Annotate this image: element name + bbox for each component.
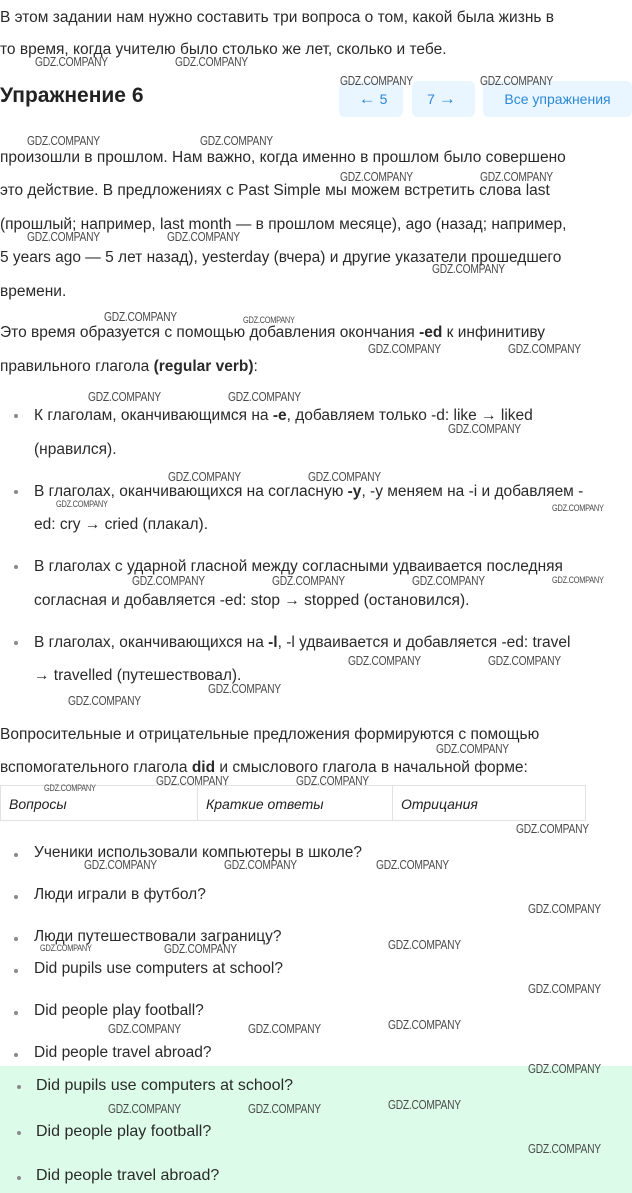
bullet-icon: [14, 490, 18, 494]
rule-item: В глаголах, оканчивающихся на -l, -l удваивается и добавляется -ed: travel: [34, 634, 571, 651]
table-header-short-answers: Краткие ответы: [197, 786, 392, 820]
theory-line: Это время образуется с помощью добавления окончания -ed к инфинитиву: [0, 324, 546, 341]
watermark: GDZ.COMPANY: [104, 310, 177, 324]
watermark: GDZ.COMPANY: [164, 942, 237, 956]
watermark: GDZ.COMPANY: [552, 503, 604, 513]
bullet-icon: [14, 565, 18, 569]
list-item: Did pupils use computers at school?: [34, 960, 283, 977]
watermark: GDZ.COMPANY: [27, 230, 100, 244]
answer-item: Did people travel abroad?: [36, 1167, 220, 1184]
watermark: GDZ.COMPANY: [480, 170, 553, 184]
watermark: GDZ.COMPANY: [40, 943, 92, 953]
bullet-icon: [17, 1085, 21, 1089]
theory-line: правильного глагола (regular verb):: [0, 358, 258, 375]
watermark: GDZ.COMPANY: [132, 574, 205, 588]
watermark: GDZ.COMPANY: [167, 230, 240, 244]
watermark: GDZ.COMPANY: [88, 390, 161, 404]
theory-line: 5 years ago — 5 лет назад), yesterday (вчера) и другие указатели прошедшего: [0, 249, 562, 266]
theory-line: (прошлый; например, last month — в прошлом месяце), ago (назад; например,: [0, 216, 567, 233]
watermark: GDZ.COMPANY: [175, 55, 248, 69]
rule-item: ed: cry → cried (плакал).: [34, 516, 209, 533]
all-exercises-label: Все упражнения: [504, 91, 611, 107]
watermark: GDZ.COMPANY: [224, 858, 297, 872]
watermark: GDZ.COMPANY: [528, 1142, 601, 1156]
watermark: GDZ.COMPANY: [228, 390, 301, 404]
watermark: GDZ.COMPANY: [348, 654, 421, 668]
watermark: GDZ.COMPANY: [436, 742, 509, 756]
theory-line: времени.: [0, 283, 67, 300]
arrow-right-icon: →: [438, 89, 456, 108]
bullet-icon: [17, 1131, 21, 1135]
watermark: GDZ.COMPANY: [432, 262, 505, 276]
list-item: Люди играли в футбол?: [34, 886, 206, 903]
watermark: GDZ.COMPANY: [84, 858, 157, 872]
watermark: GDZ.COMPANY: [340, 74, 413, 88]
watermark: GDZ.COMPANY: [243, 315, 295, 325]
bullet-icon: [14, 853, 18, 857]
rule-item: → travelled (путешествовал).: [34, 667, 242, 684]
watermark: GDZ.COMPANY: [108, 1102, 181, 1116]
watermark: GDZ.COMPANY: [35, 55, 108, 69]
theory-line: произошли в прошлом. Нам важно, когда именно в прошлом было совершено: [0, 149, 566, 166]
arrow-left-icon: ←: [358, 89, 376, 108]
watermark: GDZ.COMPANY: [56, 499, 108, 509]
watermark: GDZ.COMPANY: [412, 574, 485, 588]
next-exercise-label: 7: [427, 91, 435, 107]
watermark: GDZ.COMPANY: [376, 858, 449, 872]
watermark: GDZ.COMPANY: [168, 470, 241, 484]
watermark: GDZ.COMPANY: [528, 902, 601, 916]
answer-item: Did people play football?: [36, 1123, 212, 1140]
prev-exercise-label: 5: [379, 91, 388, 107]
watermark: GDZ.COMPANY: [248, 1102, 321, 1116]
watermark: GDZ.COMPANY: [200, 134, 273, 148]
bullet-icon: [14, 937, 18, 941]
answer-item: Did pupils use computers at school?: [36, 1077, 294, 1094]
bullet-icon: [14, 1053, 18, 1057]
list-item: Did people play football?: [34, 1002, 204, 1019]
watermark: GDZ.COMPANY: [528, 1062, 601, 1076]
watermark: GDZ.COMPANY: [248, 1022, 321, 1036]
list-item: Люди путешествовали заграницу?: [34, 928, 282, 945]
bullet-icon: [14, 641, 18, 645]
watermark: GDZ.COMPANY: [448, 422, 521, 436]
table-header-negations: Отрицания: [392, 786, 585, 820]
watermark: GDZ.COMPANY: [44, 783, 96, 793]
watermark: GDZ.COMPANY: [340, 170, 413, 184]
bullet-icon: [17, 1176, 21, 1180]
exercise-title: Упражнение 6: [0, 84, 144, 107]
watermark: GDZ.COMPANY: [388, 1018, 461, 1032]
watermark: GDZ.COMPANY: [208, 682, 281, 696]
rule-item: К глаголам, оканчивающимся на -e, добавляем только -d: like → liked: [34, 407, 533, 424]
table-header-questions: Вопросы: [9, 796, 67, 812]
list-item: Ученики использовали компьютеры в школе?: [34, 844, 363, 861]
theory-line: Вопросительные и отрицательные предложения формируются с помощью: [0, 726, 540, 743]
rule-item: В глаголах, оканчивающихся на согласную -y, -y меняем на -i и добавляем -: [34, 483, 584, 500]
intro-line-2: то время, когда учителю было столько же лет, сколько и тебе.: [0, 41, 447, 58]
watermark: GDZ.COMPANY: [552, 575, 604, 585]
next-exercise-button[interactable]: [412, 81, 475, 117]
rule-item: В глаголах с ударной гласной между согласными удваивается последняя: [34, 558, 563, 575]
watermark: GDZ.COMPANY: [480, 74, 553, 88]
watermark: GDZ.COMPANY: [156, 774, 229, 788]
theory-line: вспомогательного глагола did и смыслового глагола в начальной форме:: [0, 759, 528, 776]
watermark: GDZ.COMPANY: [388, 1098, 461, 1112]
bullet-icon: [14, 895, 18, 899]
watermark: GDZ.COMPANY: [272, 574, 345, 588]
watermark: GDZ.COMPANY: [516, 822, 589, 836]
watermark: GDZ.COMPANY: [68, 694, 141, 708]
list-item: Did people travel abroad?: [34, 1044, 212, 1061]
watermark: GDZ.COMPANY: [368, 342, 441, 356]
bullet-icon: [14, 1011, 18, 1015]
watermark: GDZ.COMPANY: [296, 774, 369, 788]
watermark: GDZ.COMPANY: [488, 654, 561, 668]
bullet-icon: [14, 414, 18, 418]
answer-block: [0, 1066, 632, 1193]
theory-line: это действие. В предложениях с Past Simple мы можем встретить слова last: [0, 182, 550, 199]
intro-line-1: В этом задании нам нужно составить три вопроса о том, какой была жизнь в: [0, 9, 554, 26]
watermark: GDZ.COMPANY: [108, 1022, 181, 1036]
watermark: GDZ.COMPANY: [308, 470, 381, 484]
bullet-icon: [14, 969, 18, 973]
watermark: GDZ.COMPANY: [388, 938, 461, 952]
watermark: GDZ.COMPANY: [528, 982, 601, 996]
watermark: GDZ.COMPANY: [27, 134, 100, 148]
rule-item: (нравился).: [34, 441, 117, 458]
watermark: GDZ.COMPANY: [508, 342, 581, 356]
rule-item: согласная и добавляется -ed: stop → stopped (остановился).: [34, 592, 470, 609]
